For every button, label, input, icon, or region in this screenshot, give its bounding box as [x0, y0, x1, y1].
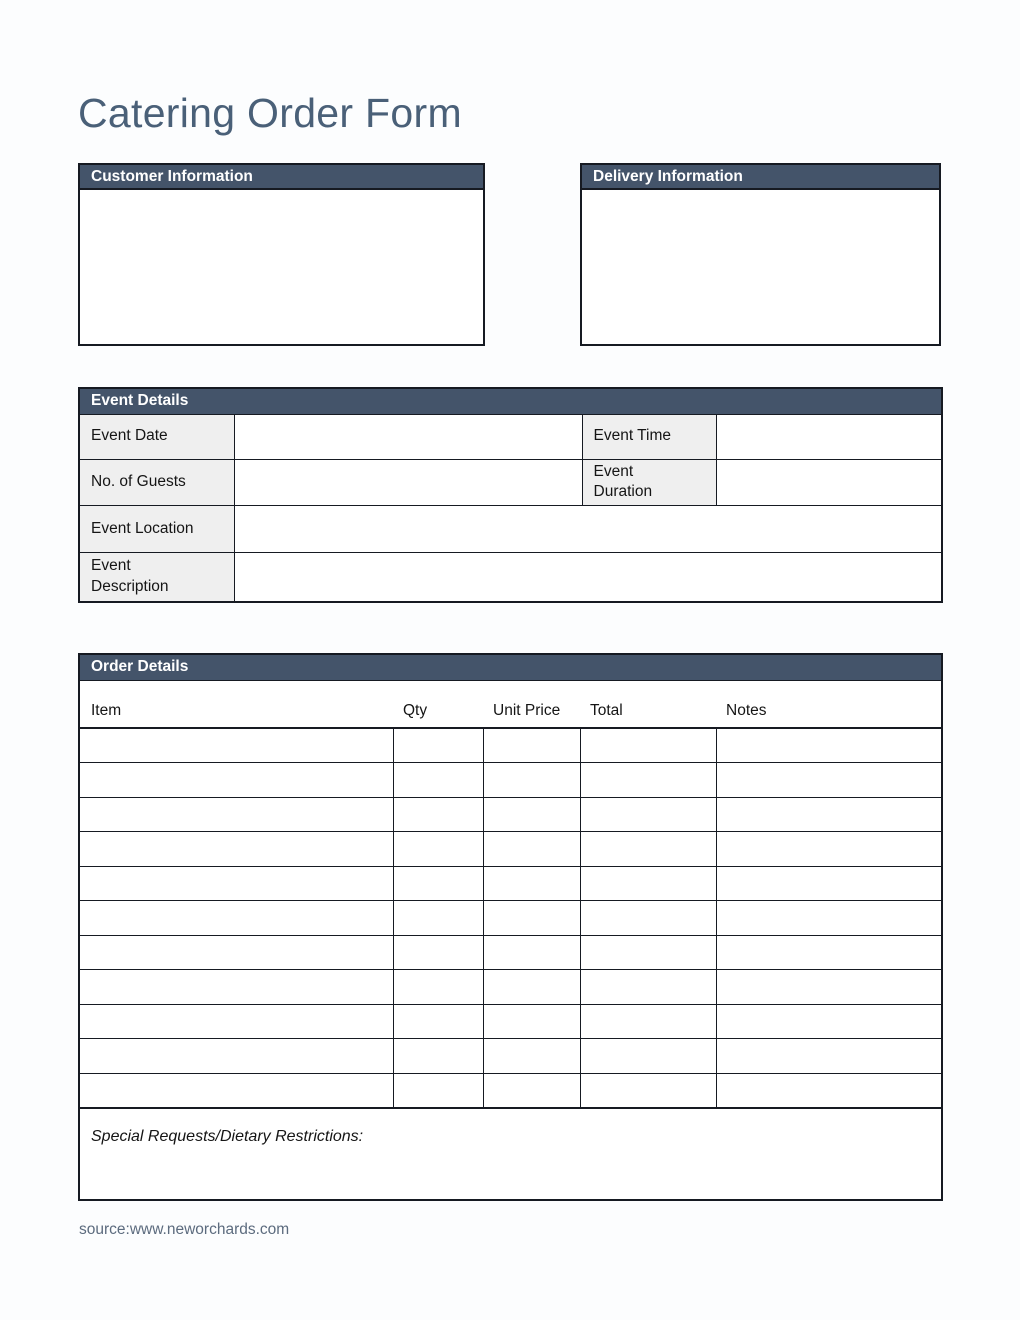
event-date-input[interactable]	[234, 414, 582, 459]
order-cell[interactable]	[483, 970, 580, 1005]
order-cell[interactable]	[79, 970, 393, 1005]
column-header-item: Item	[79, 680, 393, 728]
customer-info-box	[78, 163, 485, 346]
order-cell[interactable]	[580, 832, 716, 867]
event-duration-label	[582, 459, 716, 506]
order-cell[interactable]	[393, 970, 483, 1005]
order-cell[interactable]	[580, 728, 716, 763]
order-cell[interactable]	[580, 1004, 716, 1039]
no-of-guests-input[interactable]	[234, 459, 582, 506]
order-cell[interactable]	[483, 763, 580, 798]
order-cell[interactable]	[393, 1039, 483, 1074]
order-cell[interactable]	[393, 866, 483, 901]
delivery-info-header: Delivery Information	[582, 165, 939, 190]
event-location-input[interactable]	[234, 506, 942, 553]
column-header-total: Total	[580, 680, 716, 728]
order-cell[interactable]	[393, 1004, 483, 1039]
order-cell[interactable]	[393, 797, 483, 832]
order-row	[79, 1039, 942, 1074]
delivery-info-input[interactable]	[582, 190, 939, 342]
special-requests-label: Special Requests/Dietary Restrictions:	[91, 1127, 364, 1145]
order-cell[interactable]	[716, 763, 942, 798]
event-location-label: Event Location	[79, 506, 234, 553]
order-details-table	[78, 653, 943, 1201]
event-details-header: Event Details	[79, 388, 942, 414]
order-cell[interactable]	[483, 728, 580, 763]
order-row	[79, 763, 942, 798]
order-cell[interactable]	[79, 728, 393, 763]
order-row	[79, 1004, 942, 1039]
order-cell[interactable]	[393, 901, 483, 936]
order-cell[interactable]	[483, 1073, 580, 1108]
order-cell[interactable]	[580, 901, 716, 936]
order-cell[interactable]	[79, 1073, 393, 1108]
source-text: source:www.neworchards.com	[79, 1221, 290, 1238]
event-duration-label-text: Event Duration	[593, 462, 653, 501]
order-cell[interactable]	[483, 935, 580, 970]
order-row	[79, 901, 942, 936]
column-header-qty: Qty	[393, 680, 483, 728]
order-cell[interactable]	[79, 935, 393, 970]
order-row	[79, 970, 942, 1005]
order-cell[interactable]	[79, 866, 393, 901]
order-row	[79, 832, 942, 867]
order-rows-body	[79, 728, 942, 1108]
order-cell[interactable]	[79, 1004, 393, 1039]
order-cell[interactable]	[716, 901, 942, 936]
order-cell[interactable]	[580, 1073, 716, 1108]
event-time-label: Event Time	[582, 414, 716, 459]
order-cell[interactable]	[483, 1039, 580, 1074]
order-cell[interactable]	[393, 832, 483, 867]
order-cell[interactable]	[79, 832, 393, 867]
column-header-notes: Notes	[716, 680, 942, 728]
event-description-label	[79, 553, 234, 602]
order-cell[interactable]	[79, 901, 393, 936]
order-cell[interactable]	[580, 1039, 716, 1074]
order-columns-row	[79, 680, 942, 728]
column-header-unit-price: Unit Price	[483, 680, 580, 728]
no-of-guests-label: No. of Guests	[79, 459, 234, 506]
order-cell[interactable]	[483, 901, 580, 936]
order-row	[79, 728, 942, 763]
event-time-input[interactable]	[716, 414, 942, 459]
order-row	[79, 1073, 942, 1108]
order-row	[79, 935, 942, 970]
order-cell[interactable]	[483, 1004, 580, 1039]
page-title: Catering Order Form	[78, 90, 462, 136]
order-cell[interactable]	[79, 1039, 393, 1074]
event-details-table	[78, 387, 943, 603]
event-date-label: Event Date	[79, 414, 234, 459]
order-row	[79, 797, 942, 832]
order-cell[interactable]	[716, 1039, 942, 1074]
order-cell[interactable]	[580, 866, 716, 901]
order-cell[interactable]	[393, 763, 483, 798]
special-requests-cell[interactable]	[79, 1108, 942, 1200]
order-cell[interactable]	[580, 763, 716, 798]
order-cell[interactable]	[393, 935, 483, 970]
customer-info-input[interactable]	[80, 190, 483, 342]
order-cell[interactable]	[716, 866, 942, 901]
event-duration-input[interactable]	[716, 459, 942, 506]
order-cell[interactable]	[580, 935, 716, 970]
order-cell[interactable]	[716, 797, 942, 832]
order-cell[interactable]	[716, 970, 942, 1005]
order-cell[interactable]	[483, 797, 580, 832]
order-cell[interactable]	[79, 763, 393, 798]
order-cell[interactable]	[716, 728, 942, 763]
order-row	[79, 866, 942, 901]
order-cell[interactable]	[393, 728, 483, 763]
event-description-label-text: Event Description	[91, 557, 169, 596]
customer-info-header: Customer Information	[80, 165, 483, 190]
order-cell[interactable]	[716, 1004, 942, 1039]
order-cell[interactable]	[716, 832, 942, 867]
order-cell[interactable]	[483, 832, 580, 867]
order-cell[interactable]	[580, 797, 716, 832]
order-cell[interactable]	[580, 970, 716, 1005]
event-description-input[interactable]	[234, 553, 942, 602]
order-cell[interactable]	[716, 1073, 942, 1108]
order-details-header: Order Details	[79, 654, 942, 680]
order-cell[interactable]	[483, 866, 580, 901]
delivery-info-box	[580, 163, 941, 346]
order-cell[interactable]	[393, 1073, 483, 1108]
order-cell[interactable]	[716, 935, 942, 970]
order-cell[interactable]	[79, 797, 393, 832]
